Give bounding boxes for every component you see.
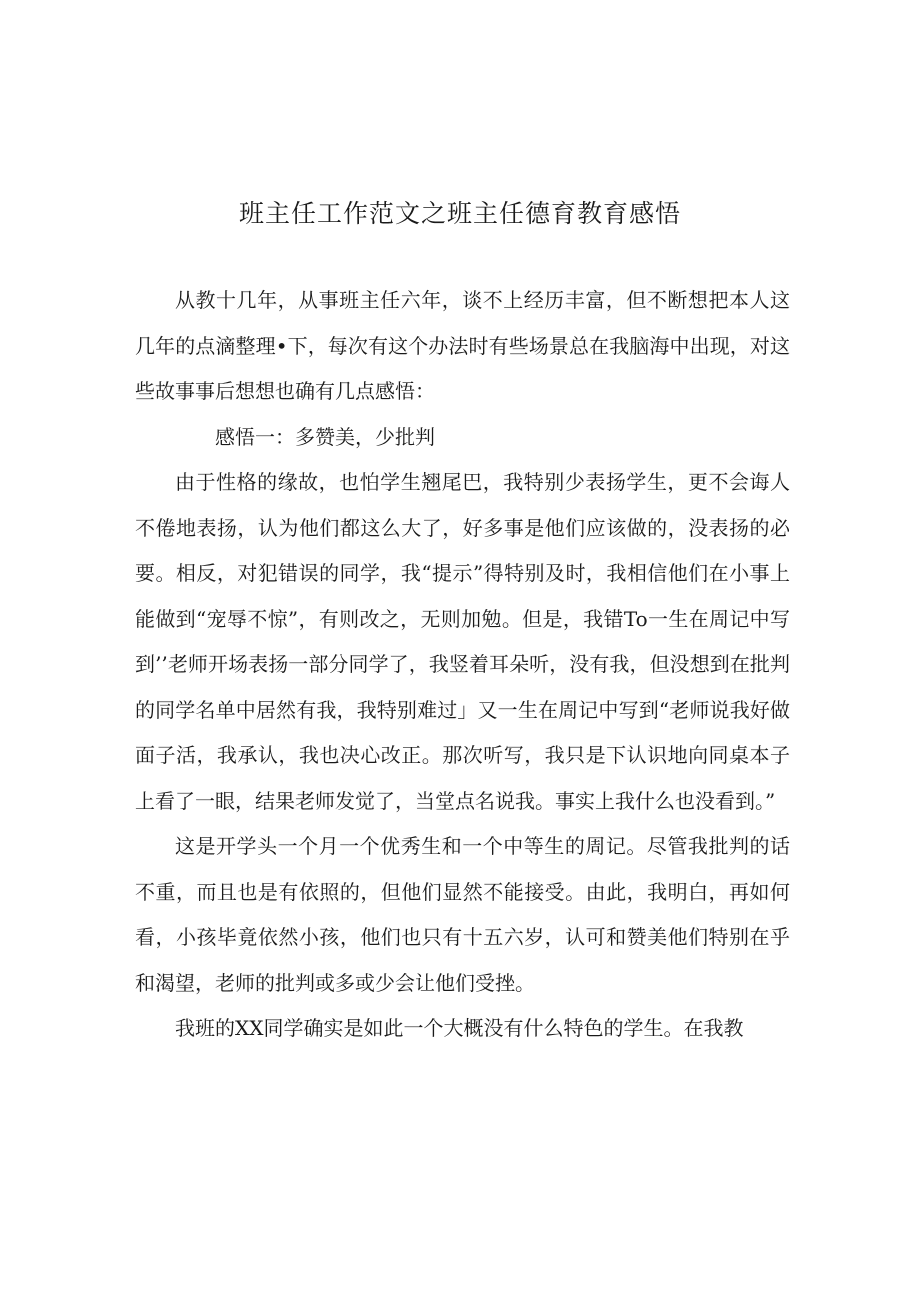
paragraph-reflection: 这是开学头一个月一个优秀生和一个中等生的周记。尽管我批判的话不重，而且也是有依照的，但他们显然不能接受。由此，我明白，再如何看，小孩毕竟依然小孩，他们也只有十五六岁，认可和赞美他们特别在乎和渴望，老师的批判或多或少会让他们受挫。 xyxy=(135,834,790,995)
paragraph-student: 我班的XX同学确实是如此一个大概没有什么特色的学生。在我教 xyxy=(175,1016,744,1040)
paragraph-story: 由于性格的缘故，也怕学生翘尾巴，我特别少表扬学生，更不会诲人不倦地表扬，认为他们都这么大了，好多事是他们应该做的，没表扬的必要。相反，对犯错误的同学，我“提示”得特别及时，我相信他们在小事上能做到“宠辱不惊”，有则改之，无则加勉。但是，我错To一生在周记中写到’’老师开场表扬一部分同学了，我竖着耳朵听，没有我，但没想到在批判的同学名单中居然有我，我特别难过」又一生在周记中写到“老师说我好做面子活，我承认，我也决心改正。那次听写，我只是下认识地向同桌本子上看了一眼，结果老师发觉了，当堂点名说我。事实上我什么也没看到。” xyxy=(135,470,790,813)
document-title: 班主任工作范文之班主任德育教育感悟 xyxy=(238,199,681,228)
section-heading: 感悟一：多赞美，少批判 xyxy=(215,424,435,449)
document-body xyxy=(135,278,790,1052)
paragraph-intro: 从教十几年，从事班主任六年，谈不上经历丰富，但不断想把本人这几年的点滴整理•下，每次有这个办法时有些场景总在我脑海中出现，对这些故事事后想想也确有几点感悟： xyxy=(135,288,790,403)
